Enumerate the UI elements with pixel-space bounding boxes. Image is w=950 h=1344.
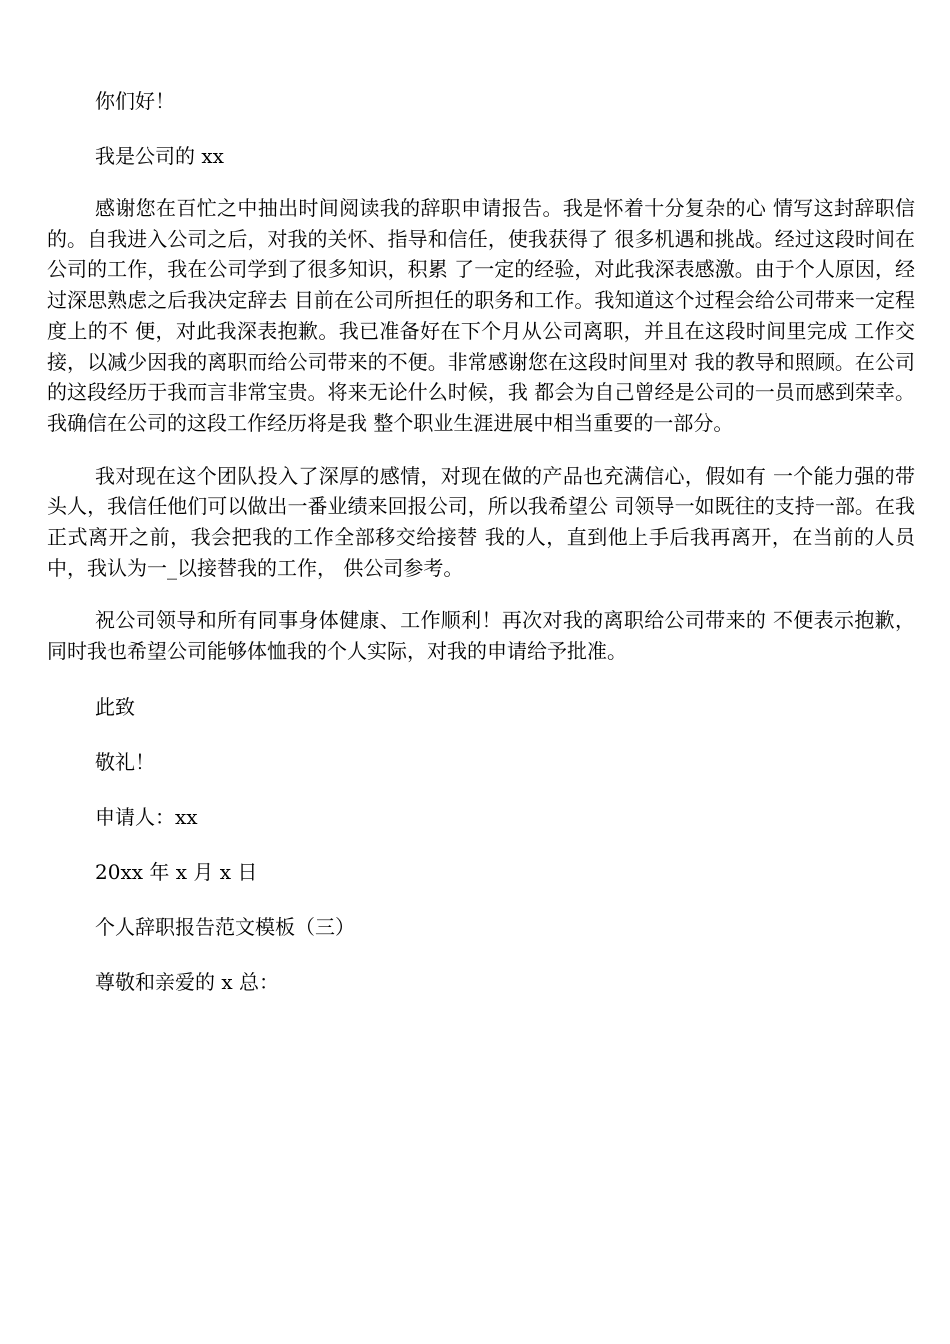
body-paragraph-2: 我对现在这个团队投入了深厚的感情，对现在做的产品也充满信心，假如有 一个能力强的带头人，我信任他们可以做出一番业绩来回报公司，所以我希望公 司领导一如既往的支持一部。在我正式离开之前，我会把我的工作全部移交给接替 我的人，直到他上手后我再离开，在当前的人员中，我认为一_以接替我的工作， 供公司参考。 [47, 463, 915, 580]
date-line: 20xx 年 x 月 x 日 [95, 859, 258, 884]
greeting: 你们好！ [95, 89, 175, 113]
applicant-line: 申请人：xx [95, 804, 198, 829]
next-salutation: 尊敬和亲爱的 x 总： [95, 969, 279, 994]
intro-line: 我是公司的 xx [95, 144, 224, 168]
closing-line-2: 敬礼！ [95, 749, 155, 774]
body-paragraph-1: 感谢您在百忙之中抽出时间阅读我的辞职申请报告。我是怀着十分复杂的心 情写这封辞职信的。自我进入公司之后，对我的关怀、指导和信任，使我获得了 很多机遇和挑战。经过这段时间在公司的工作，我在公司学到了很多知识，积累 了一定的经验，对此我深表感激。由于个人原因，经过深思熟虑之后我决定辞去 目前在公司所担任的职务和工作。我知道这个过程会给公司带来一定程度上的不 便，对此我深表抱歉。我已准备好在下个月从公司离职，并且在这段时间里完成 工作交接，以减少因我的离职而给公司带来的不便。非常感谢您在这段时间里对 我的教导和照顾。在公司的这段经历于我而言非常宝贵。将来无论什么时候，我 都会为自己曾经是公司的一员而感到荣幸。我确信在公司的这段工作经历将是我 整个职业生涯进展中相当重要的一部分。 [47, 196, 915, 435]
letter-page [47, 87, 915, 997]
body-paragraph-3: 祝公司领导和所有同事身体健康、工作顺利！再次对我的离职给公司带来的 不便表示抱歉，同时我也希望公司能够体恤我的个人实际，对我的申请给予批准。 [47, 608, 915, 664]
closing-line-1: 此致 [95, 694, 135, 719]
next-section-title: 个人辞职报告范文模板（三） [95, 914, 355, 939]
